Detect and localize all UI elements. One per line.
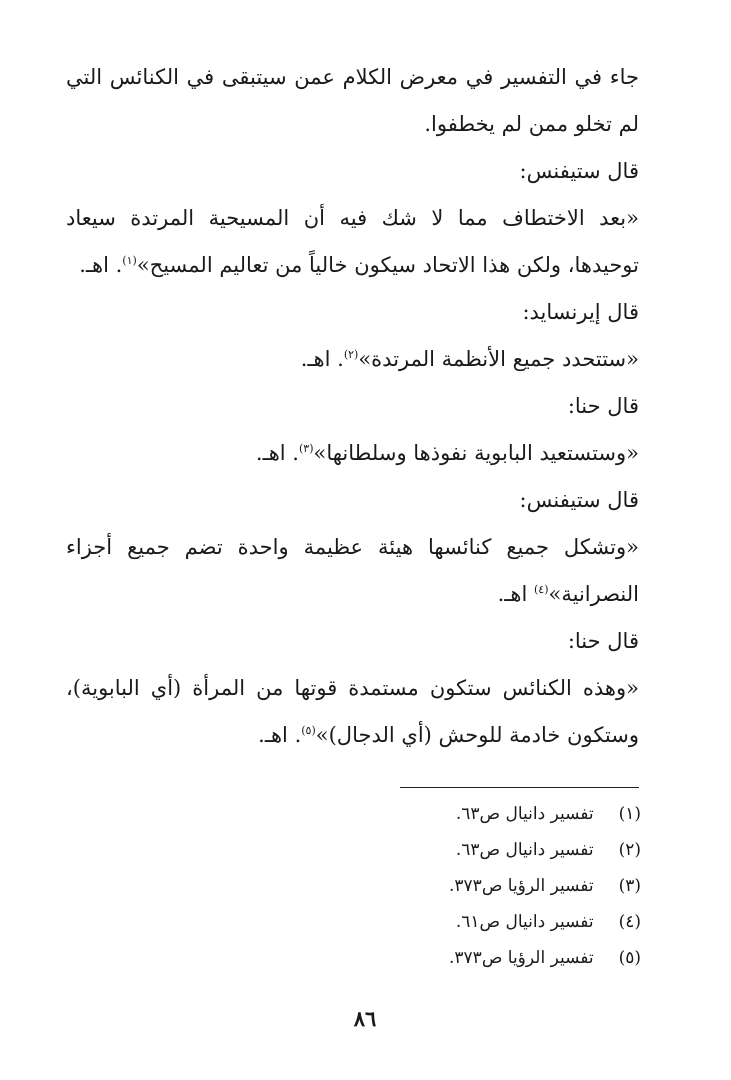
quote-text: «وهذه الكنائس ستكون مستمدة قوتها من المرأة (أي البابوية)، وستكون خادمة للوحش (أي الدجال)» — [66, 676, 639, 747]
main-text — [66, 54, 639, 759]
quote-end: . اهـ. — [300, 347, 344, 371]
quote-hanna-2 — [66, 665, 639, 759]
quote-text: «وستستعيد البابوية نفوذها وسلطانها» — [313, 441, 639, 465]
quote-text: «وتشكل جميع كنائسها هيئة عظيمة واحدة تضم جميع أجزاء النصرانية» — [66, 535, 639, 606]
footnote-text: تفسير دانيال ص٦٣. — [455, 804, 594, 824]
footnote-ref-3: (٣) — [298, 442, 314, 455]
footnote-number: (٤) — [618, 912, 641, 932]
footnote-text: تفسير دانيال ص٦١. — [455, 912, 594, 932]
footnotes — [300, 796, 641, 976]
quote-end: . اهـ. — [79, 253, 123, 277]
page-number: ٨٦ — [353, 1006, 377, 1031]
quote-hanna-1 — [66, 430, 639, 477]
footnote-item — [300, 904, 641, 940]
speaker-hanna-2: قال حنا: — [567, 629, 639, 653]
footnote-number: (١) — [618, 804, 641, 824]
footnote-item — [300, 940, 641, 976]
speaker-stevens-2: قال ستيفنس: — [519, 488, 639, 512]
speaker-stevens-1: قال ستيفنس: — [519, 159, 639, 183]
quote-end: اهـ. — [497, 582, 534, 606]
quote-text: «بعد الاختطاف مما لا شك فيه أن المسيحية المرتدة سيعاد توحيدها، ولكن هذا الاتحاد سيكون خالياً من تعاليم المسيح» — [66, 206, 639, 277]
footnote-ref-5: (٥) — [301, 724, 316, 737]
footnote-number: (٥) — [618, 948, 641, 968]
quote-ironside — [66, 336, 639, 383]
footnote-ref-4: (٤) — [533, 583, 549, 596]
footnote-text: تفسير الرؤيا ص٣٧٣. — [449, 876, 594, 896]
footnote-ref-2: (٢) — [343, 348, 359, 361]
quote-stevens-2 — [66, 524, 639, 618]
footnote-item — [300, 796, 641, 832]
speaker-hanna-1: قال حنا: — [567, 394, 639, 418]
speaker-ironside: قال إيرنسايد: — [522, 300, 639, 324]
quote-end: . اهـ. — [255, 441, 299, 465]
footnote-ref-1: (١) — [122, 254, 137, 267]
quote-text: «ستتحدد جميع الأنظمة المرتدة» — [358, 347, 639, 371]
footnote-number: (٢) — [618, 840, 641, 860]
quote-stevens-1 — [66, 195, 639, 289]
quote-end: . اهـ. — [258, 723, 302, 747]
footnote-number: (٣) — [618, 876, 641, 896]
footnote-item — [300, 868, 641, 904]
footnote-text: تفسير الرؤيا ص٣٧٣. — [449, 948, 594, 968]
footnote-item — [300, 832, 641, 868]
footnote-separator — [400, 787, 639, 788]
footnote-text: تفسير دانيال ص٦٣. — [455, 840, 594, 860]
paragraph-intro: جاء في التفسير في معرض الكلام عمن سيتبقى في الكنائس التي لم تخلو ممن لم يخطفوا. — [66, 65, 639, 136]
